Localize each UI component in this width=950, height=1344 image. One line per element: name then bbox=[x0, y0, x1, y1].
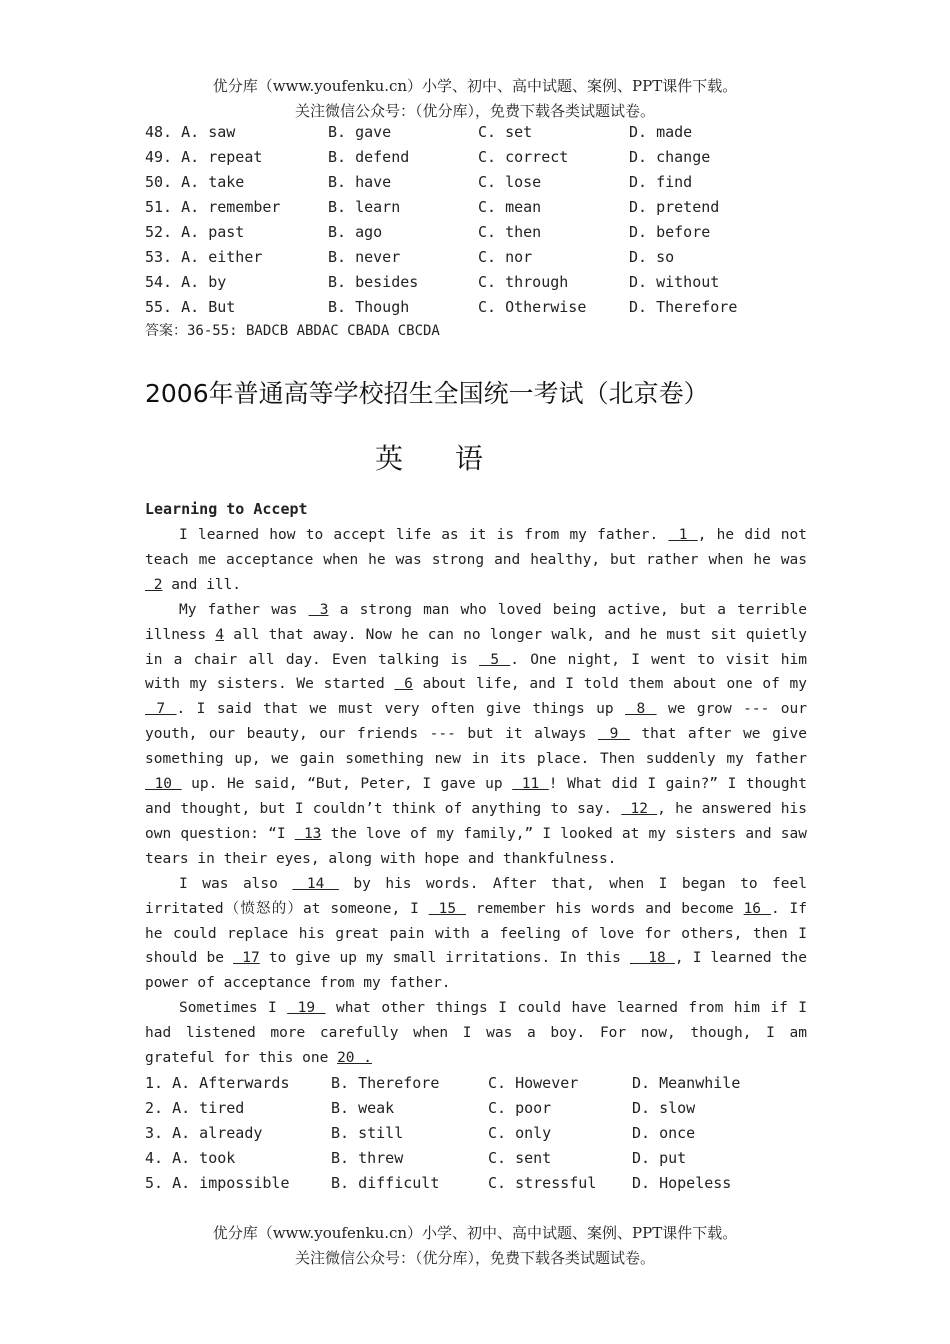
blank-8: 8 bbox=[625, 701, 657, 718]
option-b: B. ago bbox=[328, 223, 383, 241]
option-d: D. Hopeless bbox=[632, 1174, 732, 1192]
text: I learned how to accept life as it is from my father. bbox=[179, 527, 669, 543]
paragraph-4 bbox=[145, 996, 807, 1071]
text: a strong man who loved being active, but a terrible illness bbox=[145, 601, 808, 643]
option-b: B. difficult bbox=[331, 1174, 440, 1192]
text: . I said that we must very often give things up bbox=[176, 701, 626, 718]
header-line-1: 优分库（www.youfenku.cn）小学、初中、高中试题、案例、PPT课件下载。 bbox=[212, 77, 738, 95]
blank-19: 19 bbox=[287, 1000, 326, 1017]
option-b: B. threw bbox=[331, 1149, 404, 1167]
text: remember his words and become bbox=[465, 900, 744, 917]
option-a: 3. A. already bbox=[145, 1124, 263, 1142]
option-b: B. still bbox=[331, 1124, 404, 1142]
footer-line-1: 优分库（www.youfenku.cn）小学、初中、高中试题、案例、PPT课件下载。 bbox=[212, 1224, 738, 1242]
text: to give up my small irritations. In this bbox=[259, 950, 630, 967]
option-b: B. besides bbox=[328, 273, 419, 291]
option-b: B. Though bbox=[328, 298, 410, 316]
option-d: D. before bbox=[629, 223, 711, 241]
option-b: B. defend bbox=[328, 148, 410, 166]
option-b: B. never bbox=[328, 248, 401, 266]
option-c: C. only bbox=[488, 1124, 552, 1142]
text: what other things I could have learned from him if I had listened more carefully when I was a boy. For now, though, I am grateful for this one bbox=[145, 1000, 807, 1067]
option-c: C. correct bbox=[478, 148, 569, 166]
option-a: 54. A. by bbox=[145, 273, 227, 291]
blank-18: 18 bbox=[629, 950, 675, 967]
blank-4: 4 bbox=[215, 626, 225, 643]
text: ! What did I gain?” I thought and thought, but I couldn’t think of anything to say. bbox=[145, 776, 808, 817]
blank-3: 3 bbox=[308, 601, 329, 618]
option-a: 50. A. take bbox=[145, 173, 245, 191]
option-c: C. stressful bbox=[488, 1174, 597, 1192]
option-d: D. without bbox=[629, 273, 720, 291]
text: I was also bbox=[179, 875, 293, 892]
text: Sometimes I bbox=[179, 1000, 288, 1017]
option-b: B. learn bbox=[328, 198, 401, 216]
option-d: D. Therefore bbox=[629, 298, 738, 316]
option-a: 55. A. But bbox=[145, 298, 236, 316]
blank-1: 1 bbox=[668, 527, 698, 543]
option-c: C. lose bbox=[478, 173, 542, 191]
option-c: C. poor bbox=[488, 1099, 552, 1117]
option-a: 53. A. either bbox=[145, 248, 263, 266]
option-d: D. pretend bbox=[629, 198, 720, 216]
blank-20: 20 . bbox=[337, 1050, 372, 1067]
blank-12: 12 bbox=[621, 800, 658, 817]
option-c: C. through bbox=[478, 273, 569, 291]
option-c: C. Otherwise bbox=[478, 298, 587, 316]
option-c: C. However bbox=[488, 1074, 579, 1092]
option-d: D. once bbox=[632, 1124, 696, 1142]
option-d: D. slow bbox=[632, 1099, 696, 1117]
text: , I learned the power of acceptance from my father. bbox=[145, 950, 807, 992]
text: . If he could replace his great pain with a feeling of love for others, then I should be bbox=[145, 900, 808, 967]
passage-title: Learning to Accept bbox=[145, 500, 308, 518]
option-d: D. Meanwhile bbox=[632, 1074, 741, 1092]
blank-2: 2 bbox=[145, 576, 163, 593]
option-a: 51. A. remember bbox=[145, 198, 281, 216]
option-c: C. mean bbox=[478, 198, 542, 216]
text: , he did not teach me acceptance when he was strong and healthy, but rather when he was bbox=[145, 527, 807, 568]
paragraph-3 bbox=[145, 872, 807, 997]
option-b: B. weak bbox=[331, 1099, 395, 1117]
option-d: D. find bbox=[629, 173, 693, 191]
text: up. He said, “But, Peter, I gave up bbox=[181, 776, 513, 793]
option-c: C. then bbox=[478, 223, 542, 241]
option-b: B. have bbox=[328, 173, 392, 191]
text: My father was bbox=[179, 601, 309, 618]
blank-14: 14 bbox=[292, 875, 339, 892]
answer-key: 答案：36-55: BADCB ABDAC CBADA CBCDA bbox=[145, 323, 440, 339]
option-a: 48. A. saw bbox=[145, 123, 236, 141]
option-c: C. set bbox=[478, 123, 533, 141]
option-a: 2. A. tired bbox=[145, 1099, 245, 1117]
blank-5: 5 bbox=[479, 651, 511, 668]
option-d: D. so bbox=[629, 248, 675, 266]
blank-11: 11 bbox=[512, 776, 549, 793]
text: all that away. Now he can no longer walk, and he must sit quietly in a chair all day. Even talking is bbox=[145, 626, 807, 668]
passage-body bbox=[145, 523, 807, 1071]
option-b: B. gave bbox=[328, 123, 392, 141]
blank-6: 6 bbox=[394, 676, 413, 693]
option-c: C. nor bbox=[478, 248, 533, 266]
blank-15: 15 bbox=[428, 900, 466, 917]
exam-title: 2006年普通高等学校招生全国统一考试（北京卷） bbox=[145, 379, 709, 408]
text: the love of my family,” I looked at my sisters and saw tears in their eyes, along with hope and thankfulness. bbox=[145, 825, 807, 867]
text: and ill. bbox=[162, 576, 242, 593]
blank-10: 10 bbox=[145, 776, 182, 793]
option-a: 1. A. Afterwards bbox=[145, 1074, 290, 1092]
paragraph-2 bbox=[145, 598, 807, 872]
blank-9: 9 bbox=[598, 726, 630, 743]
blank-17: 17 bbox=[233, 950, 260, 967]
option-a: 52. A. past bbox=[145, 223, 245, 241]
option-d: D. change bbox=[629, 148, 711, 166]
text: about life, and I told them about one of my bbox=[412, 676, 808, 693]
text: . One night, I went to visit him with my sisters. We started bbox=[145, 651, 807, 693]
text: , he answered his own question: “I bbox=[145, 800, 807, 842]
option-a: 49. A. repeat bbox=[145, 148, 263, 166]
blank-7: 7 bbox=[145, 701, 177, 718]
subject-heading: 英语 bbox=[375, 442, 536, 475]
option-d: D. made bbox=[629, 123, 693, 141]
option-b: B. Therefore bbox=[331, 1074, 440, 1092]
text: that after we give something up, we gain something new in its place. Then suddenly my father bbox=[145, 726, 807, 768]
option-a: 4. A. took bbox=[145, 1149, 236, 1167]
header-line-2: 关注微信公众号：（优分库），免费下载各类试题试卷。 bbox=[294, 102, 655, 120]
blank-13: 13 bbox=[294, 825, 322, 842]
paragraph-1 bbox=[145, 523, 807, 598]
option-d: D. put bbox=[632, 1149, 687, 1167]
text: by his words. After that, when I began to feel irritated（愤怒的）at someone, I bbox=[145, 875, 807, 917]
footer-line-2: 关注微信公众号：（优分库），免费下载各类试题试卷。 bbox=[294, 1249, 655, 1267]
blank-16: 16 bbox=[743, 900, 771, 917]
text: we grow --- our youth, our beauty, our friends --- but it always bbox=[145, 701, 807, 743]
option-a: 5. A. impossible bbox=[145, 1174, 290, 1192]
option-c: C. sent bbox=[488, 1149, 552, 1167]
